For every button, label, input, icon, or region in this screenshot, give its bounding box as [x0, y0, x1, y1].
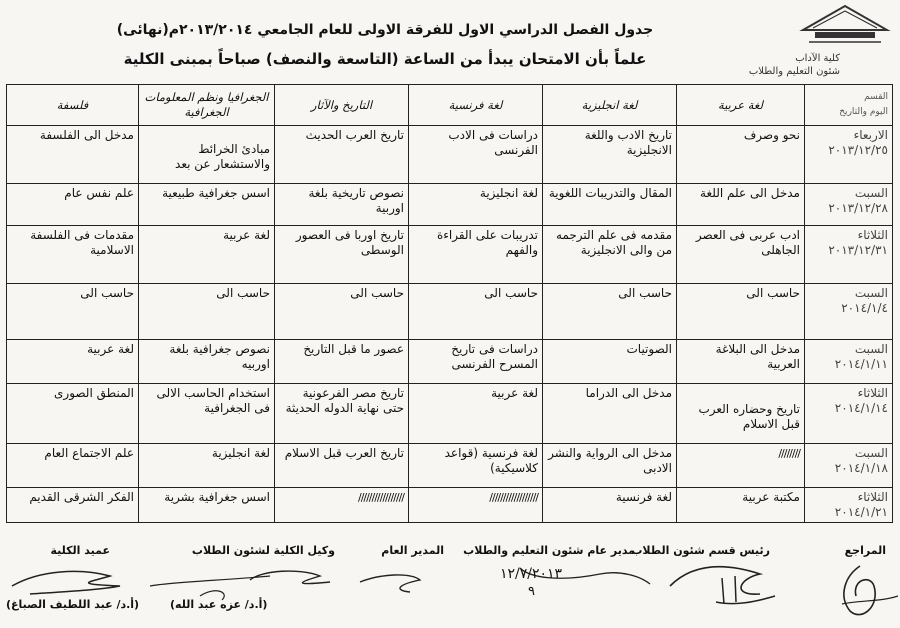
exam-cell: نصوص تاريخية بلغة اوربية	[275, 184, 409, 226]
exam-cell: تاريخ مصر الفرعونية حتى نهاية الدوله الحديثة	[275, 384, 409, 444]
exam-cell: علم الاجتماع العام	[7, 444, 139, 488]
exam-cell: حاسب الى	[543, 284, 677, 340]
date-label: ٢٠١٤/١/١٨	[834, 461, 888, 475]
exam-cell: حاسب الى	[139, 284, 275, 340]
date-label: ٢٠١٤/١/٤	[841, 301, 888, 315]
day-date-cell	[805, 184, 893, 226]
day-date-cell	[805, 488, 893, 523]
general-director-label: مدير عام شئون التعليم والطلاب	[463, 544, 635, 557]
exam-cell: مدخل الى علم اللغة	[677, 184, 805, 226]
date-label: ٢٠١٣/١٢/٢٥	[828, 143, 888, 157]
exam-cell: الصوتيات	[543, 340, 677, 384]
faculty-block	[749, 52, 840, 78]
exam-cell: تاريخ العرب الحديث	[275, 126, 409, 184]
exam-cell: تاريخ اوربا فى العصور الوسطى	[275, 226, 409, 284]
date-label: ٢٠١٣/١٢/٣١	[828, 243, 888, 257]
exam-cell: تاريخ الادب واللغة الانجليزية	[543, 126, 677, 184]
empty-slot-hatch: //////////////////	[489, 491, 538, 504]
exam-cell: الفكر الشرقى القديم	[7, 488, 139, 523]
day-label: السبت	[854, 186, 888, 200]
date-label: ٢٠١٤/١/١١	[834, 357, 888, 371]
day-label: السبت	[854, 342, 888, 356]
day-date-cell	[805, 340, 893, 384]
column-header: لغة عربية	[677, 85, 805, 126]
table-row	[7, 488, 893, 523]
table-row	[7, 384, 893, 444]
table-row	[7, 284, 893, 340]
day-label: الثلاثاء	[857, 228, 888, 242]
exam-cell: مكتبة عربية	[677, 488, 805, 523]
exam-cell: دراسات فى الادب الفرنسى	[409, 126, 543, 184]
exam-cell: لغة فرنسية (قواعد كلاسيكية)	[409, 444, 543, 488]
exam-cell: المنطق الصورى	[7, 384, 139, 444]
exam-cell: لغة عربية	[139, 226, 275, 284]
day-label: السبت	[854, 446, 888, 460]
table-header-row	[7, 85, 893, 126]
exam-cell: استخدام الحاسب الالى فى الجغرافية	[139, 384, 275, 444]
date-label: ٢٠١٤/١/١٤	[834, 401, 888, 415]
vice-dean-name: (أ.د/ عزه عبد الله)	[170, 598, 268, 611]
exam-cell: تدريبات على القراءة والفهم	[409, 226, 543, 284]
empty-slot-hatch: ////////	[778, 447, 800, 460]
handwritten-signatures	[0, 556, 900, 628]
column-header: فلسفة	[7, 85, 139, 126]
exam-cell: لغة عربية	[7, 340, 139, 384]
exam-cell: حاسب الى	[275, 284, 409, 340]
reviewer-label: المراجع	[844, 544, 886, 557]
table-row	[7, 184, 893, 226]
department-name: شئون التعليم والطلاب	[748, 66, 840, 77]
faculty-name: كلية الآداب	[795, 53, 840, 64]
day-label: الاربعاء	[853, 128, 888, 142]
director-label: المدير العام	[381, 544, 444, 557]
dean-label: عميد الكلية	[50, 544, 110, 557]
exam-cell: لغة انجليزية	[139, 444, 275, 488]
day-label: الثلاثاء	[857, 386, 888, 400]
corner-header	[805, 85, 893, 126]
handwritten-date-note: ٩	[528, 584, 535, 599]
exam-cell: مدخل الى البلاغة العربية	[677, 340, 805, 384]
exam-cell: حاسب الى	[7, 284, 139, 340]
exam-cell: مدخل الى الفلسفة	[7, 126, 139, 184]
table-row	[7, 226, 893, 284]
date-label: ٢٠١٤/١/٢١	[834, 505, 888, 519]
exam-cell: لغة عربية	[409, 384, 543, 444]
exam-cell: ادب عربى فى العصر الجاهلى	[677, 226, 805, 284]
exam-cell: مدخل الى الرواية والنشر الادبى	[543, 444, 677, 488]
day-label: السبت	[854, 286, 888, 300]
day-date-cell	[805, 126, 893, 184]
day-date-cell	[805, 384, 893, 444]
faculty-logo	[795, 0, 895, 48]
table-row	[7, 340, 893, 384]
exam-cell: مبادئ الخرائط والاستشعار عن بعد	[139, 126, 275, 184]
exam-cell: دراسات فى تاريخ المسرح الفرنسى	[409, 340, 543, 384]
exam-cell	[677, 444, 805, 488]
day-date-cell	[805, 284, 893, 340]
exam-cell: علم نفس عام	[7, 184, 139, 226]
exam-cell: تاريخ العرب قبل الاسلام	[275, 444, 409, 488]
page-subtitle: علماً بأن الامتحان يبدأ من الساعة (التاسعة والنصف) صباحاً بمبنى الكلية	[123, 50, 647, 68]
exam-cell: تاريخ وحضاره العرب قبل الاسلام	[677, 384, 805, 444]
vice-dean-label: وكيل الكلية لشئون الطلاب	[191, 544, 335, 557]
table-row	[7, 126, 893, 184]
column-header: الجغرافيا ونظم المعلومات الجغرافية	[139, 85, 275, 126]
page-title: جدول الفصل الدراسي الاول للفرقة الاولى للعام الجامعي ٢٠١٣/٢٠١٤م(نهائى)	[116, 22, 654, 38]
handwritten-date: ١٢/٧/٢٠١٣	[500, 566, 563, 582]
corner-day-date: اليوم والتاريخ	[839, 107, 888, 117]
table-row	[7, 444, 893, 488]
day-date-cell	[805, 226, 893, 284]
date-label: ٢٠١٣/١٢/٢٨	[828, 201, 888, 215]
exam-cell: لغة انجليزية	[409, 184, 543, 226]
exam-cell: اسس جغرافية طبيعية	[139, 184, 275, 226]
dean-name: (أ.د/ عبد اللطيف الصباغ)	[6, 598, 140, 611]
exam-cell: مدخل الى الدراما	[543, 384, 677, 444]
exam-cell: مقدمات فى الفلسفة الاسلامية	[7, 226, 139, 284]
exam-cell: اسس جغرافية بشرية	[139, 488, 275, 523]
exam-cell: نصوص جغرافية بلغة اوربيه	[139, 340, 275, 384]
day-date-cell	[805, 444, 893, 488]
head-student-affairs-label: رئيس قسم شئون الطلاب	[631, 544, 770, 557]
exam-cell: عصور ما قبل التاريخ	[275, 340, 409, 384]
corner-department: القسم	[864, 92, 888, 102]
exam-cell: نحو وصرف	[677, 126, 805, 184]
exam-cell: مقدمه فى علم الترجمه من والى الانجليزية	[543, 226, 677, 284]
exam-schedule-table	[6, 84, 893, 523]
exam-cell: حاسب الى	[409, 284, 543, 340]
empty-slot-hatch: /////////////////	[357, 491, 404, 504]
exam-cell	[409, 488, 543, 523]
exam-cell: حاسب الى	[677, 284, 805, 340]
exam-cell: لغة فرنسية	[543, 488, 677, 523]
exam-cell	[275, 488, 409, 523]
column-header: لغة فرنسية	[409, 85, 543, 126]
exam-cell: المقال والتدريبات اللغوية	[543, 184, 677, 226]
column-header: التاريخ والآثار	[275, 85, 409, 126]
column-header: لغة انجليزية	[543, 85, 677, 126]
day-label: الثلاثاء	[857, 490, 888, 504]
